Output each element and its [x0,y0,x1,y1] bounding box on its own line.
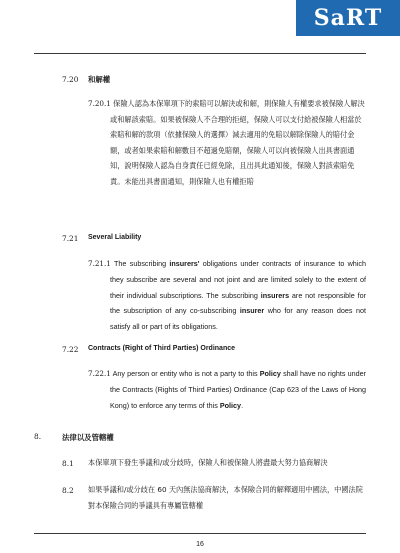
defined-term: insurers' [169,259,200,268]
clause-text: The subscribing [114,259,170,268]
clause-7-21-1 [88,256,366,335]
clause-text: Any person or entity who is not a party to this [112,369,260,378]
clause-number: 7.22.1 [88,369,111,378]
header-rule [34,53,366,54]
footer-rule [34,533,366,534]
clause-text: obligations under contracts of insurance to which they subscribe are several and not joint and are limited solely to the extent of their individual subscriptions. The subscribing [110,259,366,300]
company-logo: SaRT [296,0,400,36]
defined-term: Policy [219,400,242,410]
section-title: Several Liability [88,234,142,241]
section-number: 8. [34,432,42,441]
section-title: 和解權 [88,75,111,84]
clause-text: who for any reason does not satisfy all or part of its obligations. [110,306,366,332]
clause-7-20-1 [88,96,366,190]
clause-text: shall have no rights under the Contracts (Rights of Third Parties) Ordinance (Cap 623 of the Laws of Hong Kong) to enforce any terms of this [110,369,367,410]
clause-text: . [241,400,244,410]
clause-7-22-1 [88,366,366,413]
clause-number: 8.1 [62,459,74,468]
defined-term: insurer [239,306,265,316]
clause-8-2: 如果爭議和/或分歧在 60 天內無法協商解決，本保險合同的解釋適用中國法，中國法院對本保險合同的爭議具有專屬管轄權 [88,485,363,510]
defined-term: Policy [259,369,281,378]
clause-number: 7.21.1 [88,259,111,268]
section-title: 法律以及管轄權 [62,433,114,442]
section-number: 7.21 [62,234,79,243]
clause-8-1: 本保單項下發生爭議和/或分歧時，保險人和被保險人將盡最大努力協商解決 [88,458,328,467]
clause-number: 7.20.1 [88,99,111,108]
section-number: 7.22 [62,345,79,354]
clause-number: 8.2 [62,486,74,495]
page-number: 16 [196,541,204,548]
section-number: 7.20 [62,75,79,84]
clause-text: 保險人認為本保單項下的索賠可以解決或和解，則保險人有權要求被保險人解決或和解該索賠。如果被保險人不合理的拒絕，保險人可以支付給被保險人相當於索賠和解的款項（依據保險人的選擇）減去適用的免賠以解除保險人的賠付金額，或者如果索賠和解數目不超過免賠額，保險人可以向被保險人出具書面通知，說明保險人認為自身責任已經免除，且出具此通知後，保險人對該索賠免責。未能出具書面通知，則保險人也有權拒賠 [110,99,365,186]
section-title: Contracts (Right of Third Parties) Ordinance [88,345,236,352]
clause-text: are not responsible for the subscription of any co-subscribing [110,290,366,316]
defined-term: insurers [260,290,290,300]
